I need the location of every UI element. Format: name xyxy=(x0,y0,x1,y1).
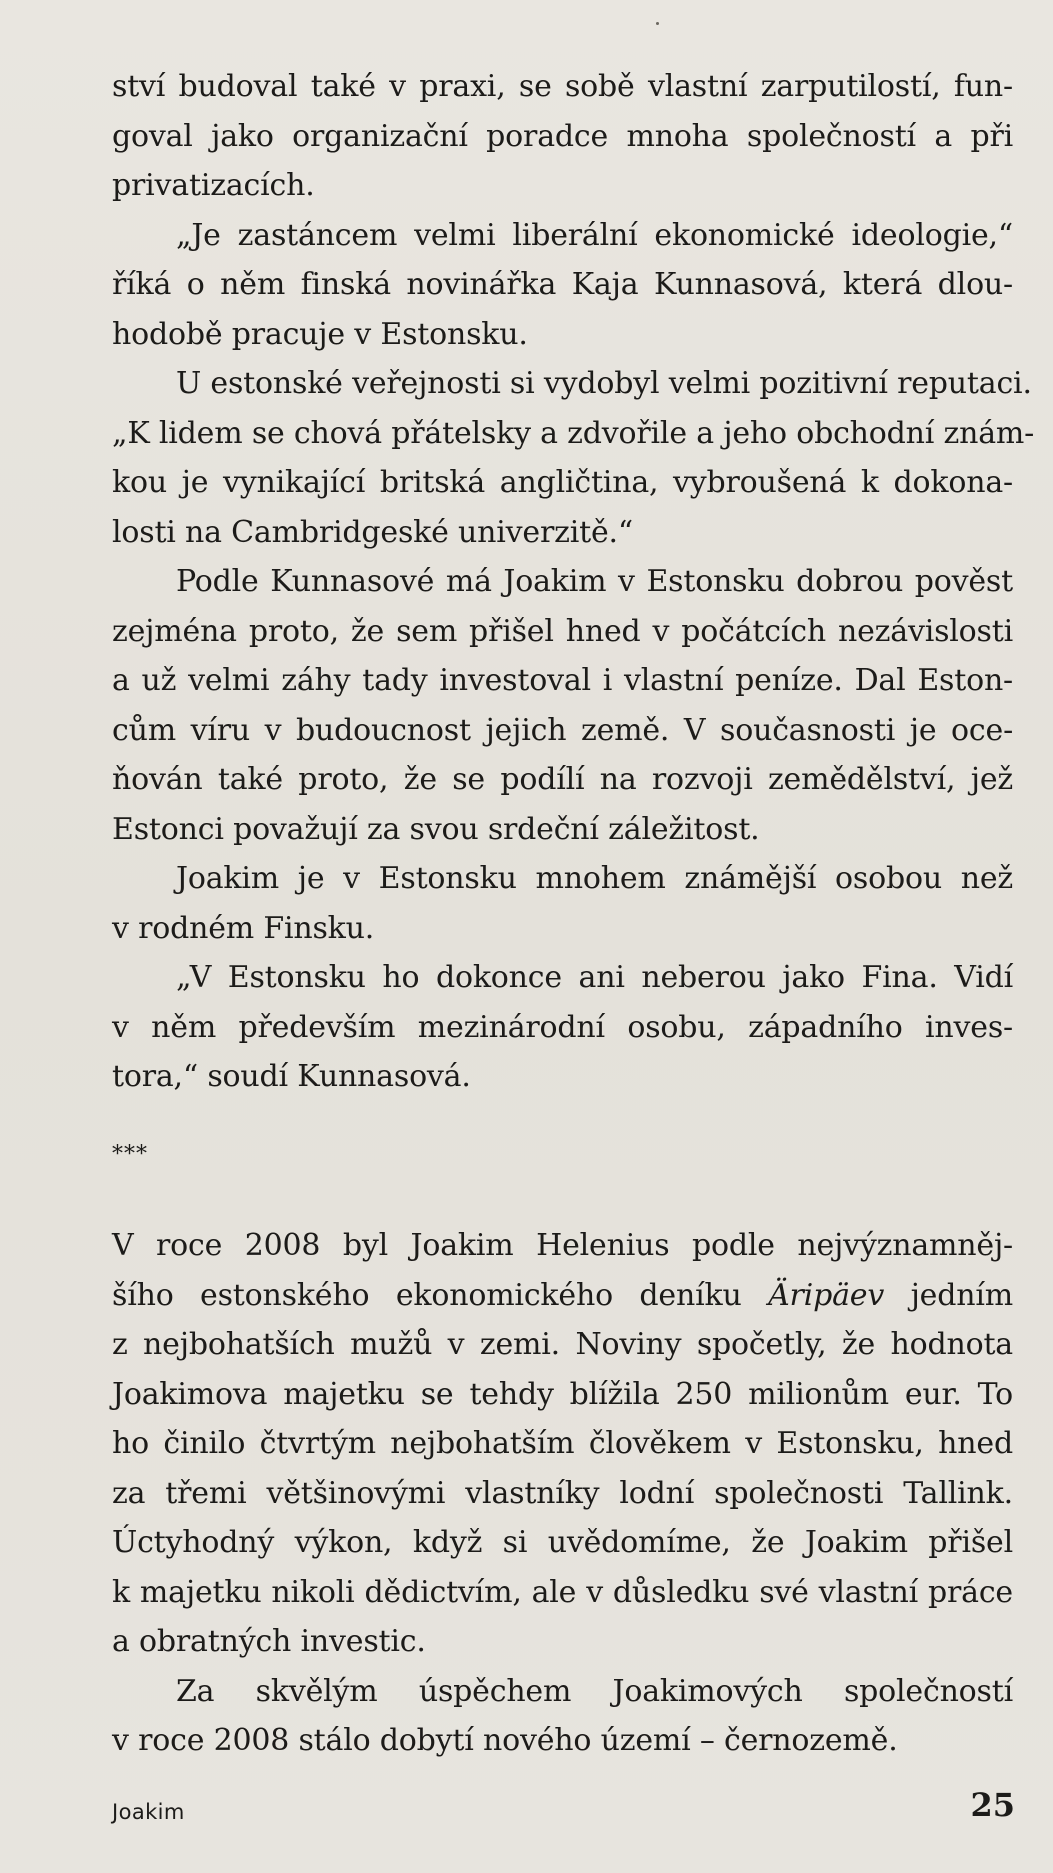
text-line: a už velmi záhy tady investoval i vlastní peníze. Dal Eston- xyxy=(112,663,1013,698)
text-line: Úctyhodný výkon, když si uvědomíme, že Joakim přišel xyxy=(112,1525,1013,1560)
text-line: U estonské veřejnosti si vydobyl velmi pozitivní reputaci. xyxy=(176,366,1032,401)
text-line: tora,“ soudí Kunnasová. xyxy=(112,1059,471,1094)
text-line: privatizacích. xyxy=(112,168,315,203)
text-line: „K lidem se chová přátelsky a zdvořile a jeho obchodní znám- xyxy=(112,415,1035,451)
text-line: ho činilo čtvrtým nejbohatším člověkem v Estonsku, hned xyxy=(112,1426,1013,1461)
text-fragment: šího estonského ekonomického deníku xyxy=(112,1277,742,1313)
text-line: V roce 2008 byl Joakim Helenius podle nejvýznamněj- xyxy=(112,1228,1013,1263)
text-line xyxy=(112,1271,1013,1321)
text-line: goval jako organizační poradce mnoha společností a při xyxy=(112,118,1013,154)
text-line: ňován také proto, že se podílí na rozvoji zemědělství, jež xyxy=(112,762,1013,797)
text-line: a obratných investic. xyxy=(112,1624,426,1659)
text-fragment: jedním xyxy=(910,1277,1013,1313)
text-line: losti na Cambridgeské univerzitě.“ xyxy=(112,514,633,550)
text-line: ství budoval také v praxi, se sobě vlastní zarputilostí, fun- xyxy=(112,69,1013,104)
text-line: „Je zastáncem velmi liberální ekonomické ideologie,“ xyxy=(176,217,1013,253)
text-line: kou je vynikající britská angličtina, vybroušená k dokona- xyxy=(112,465,1013,500)
text-line: v něm především mezinárodní osobu, západního inves- xyxy=(112,1009,1013,1045)
text-line: Podle Kunnasové má Joakim v Estonsku dobrou pověst xyxy=(176,564,1013,599)
paper-speck xyxy=(656,22,659,25)
text-line: cům víru v budoucnost jejich země. V současnosti je oce- xyxy=(112,712,1013,748)
text-line: Joakimova majetku se tehdy blížila 250 milionům eur. To xyxy=(112,1376,1013,1412)
newspaper-title: Äripäev xyxy=(768,1277,885,1313)
text-line: „V Estonsku ho dokonce ani neberou jako Fina. Vidí xyxy=(176,960,1013,995)
text-line: Estonci považují za svou srdeční záležitost. xyxy=(112,811,760,847)
text-line: v roce 2008 stálo dobytí nového území – černozemě. xyxy=(112,1723,898,1758)
text-line: říká o něm finská novinářka Kaja Kunnasová, která dlou- xyxy=(112,267,1013,302)
text-line: v rodném Finsku. xyxy=(112,910,375,946)
text-line: hodobě pracuje v Estonsku. xyxy=(112,316,528,352)
text-line: Joakim je v Estonsku mnohem známější osobou než xyxy=(176,861,1013,896)
text-line: zejména proto, že sem přišel hned v počátcích nezávislosti xyxy=(112,613,1013,649)
page-number: 25 xyxy=(970,1786,1015,1824)
text-line: za třemi většinovými vlastníky lodní společnosti Tallink. xyxy=(112,1475,1013,1511)
text-line: k majetku nikoli dědictvím, ale v důsledku své vlastní práce xyxy=(112,1574,1013,1610)
running-title: Joakim xyxy=(112,1800,185,1824)
text-line: Za skvělým úspěchem Joakimových společností xyxy=(176,1673,1013,1709)
text-line: z nejbohatších mužů v zemi. Noviny spočetly, že hodnota xyxy=(112,1327,1013,1362)
section-break: *** xyxy=(112,1141,148,1167)
body-text xyxy=(112,62,1035,1766)
